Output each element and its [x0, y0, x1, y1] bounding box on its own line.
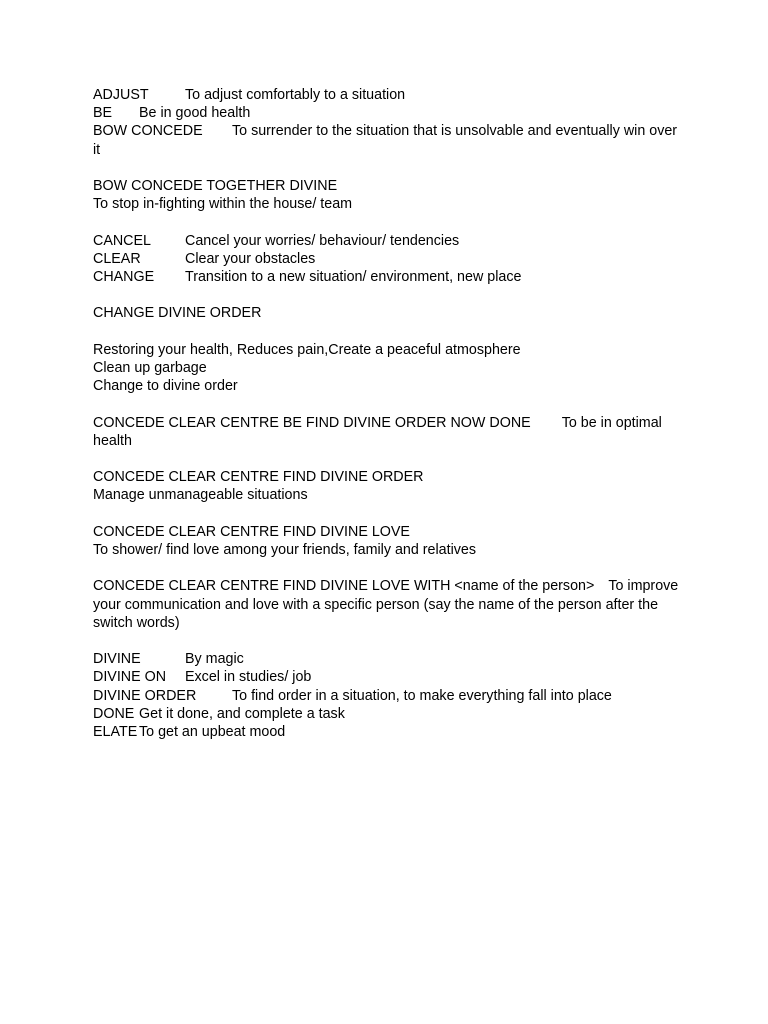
entry-term: DIVINE — [93, 651, 141, 668]
entry-term: DONE — [93, 705, 135, 722]
entry-term-heading: CONCEDE CLEAR CENTRE FIND DIVINE ORDER — [93, 469, 424, 486]
entry-done — [93, 705, 683, 723]
entry-term: CONCEDE CLEAR CENTRE FIND DIVINE LOVE WITH <name of the person> — [93, 578, 595, 595]
spacer — [93, 286, 683, 304]
entry-divine — [93, 650, 683, 668]
entry-term: CANCEL — [93, 232, 151, 249]
entry-description: To surrender to the situation that is unsolvable and eventually win over it — [93, 123, 682, 158]
entry-be — [93, 104, 683, 122]
spacer — [93, 213, 683, 231]
entry-description: Cancel your worries/ behaviour/ tendencies — [185, 232, 460, 249]
entry-description: To stop in-fighting within the house/ team — [93, 196, 353, 213]
spacer — [93, 159, 683, 177]
entry-description: Restoring your health, Reduces pain,Create a peaceful atmosphere — [93, 341, 521, 358]
entry-description: Change to divine order — [93, 378, 238, 395]
entry-adjust — [93, 86, 683, 104]
entry-concede-be — [93, 414, 683, 450]
entry-description: To be in optimal health — [93, 414, 666, 449]
entry-clear — [93, 250, 683, 268]
entry-term: DIVINE ON — [93, 669, 167, 686]
entry-term: CLEAR — [93, 250, 141, 267]
entry-term: BE — [93, 105, 113, 122]
entry-description: Clear your obstacles — [185, 250, 316, 267]
entry-elate — [93, 723, 683, 741]
entry-term-heading: CHANGE DIVINE ORDER — [93, 305, 262, 322]
spacer — [93, 450, 683, 468]
entry-description: Transition to a new situation/ environment, new place — [185, 269, 522, 285]
entry-change — [93, 268, 683, 286]
entry-description: Excel in studies/ job — [185, 669, 312, 686]
entry-description: To get an upbeat mood — [139, 723, 286, 740]
entry-term: CHANGE — [93, 269, 155, 285]
entry-term-heading: BOW CONCEDE TOGETHER DIVINE — [93, 178, 338, 194]
entry-description: By magic — [185, 651, 244, 668]
entry-description: To find order in a situation, to make everything fall into place — [232, 687, 612, 704]
entry-divine-on — [93, 668, 683, 686]
document-page — [93, 86, 683, 741]
entry-description: To shower/ find love among your friends, family and relatives — [93, 541, 477, 558]
entry-description: Clean up garbage — [93, 359, 207, 376]
entry-term: DIVINE ORDER — [93, 687, 197, 704]
entry-concede-love-with — [93, 577, 683, 632]
entry-term-heading: CONCEDE CLEAR CENTRE FIND DIVINE LOVE — [93, 523, 410, 540]
entry-description: Get it done, and complete a task — [139, 705, 345, 722]
entry-description: Be in good health — [139, 105, 251, 122]
entry-bow-concede — [93, 122, 683, 158]
spacer — [93, 632, 683, 650]
entry-cancel — [93, 232, 683, 250]
spacer — [93, 559, 683, 577]
entry-description: To improve your communication and love with a specific person (say the name of the person after the switch words) — [93, 578, 683, 631]
spacer — [93, 323, 683, 341]
entry-divine-order — [93, 687, 683, 705]
entry-term: CONCEDE CLEAR CENTRE BE FIND DIVINE ORDER NOW DONE — [93, 414, 531, 431]
entry-description: To adjust comfortably to a situation — [185, 87, 406, 103]
spacer — [93, 395, 683, 413]
entry-term: BOW CONCEDE — [93, 123, 203, 140]
entry-description: Manage unmanageable situations — [93, 487, 308, 504]
entry-term: ADJUST — [93, 87, 149, 103]
spacer — [93, 505, 683, 523]
entry-term: ELATE — [93, 723, 138, 740]
